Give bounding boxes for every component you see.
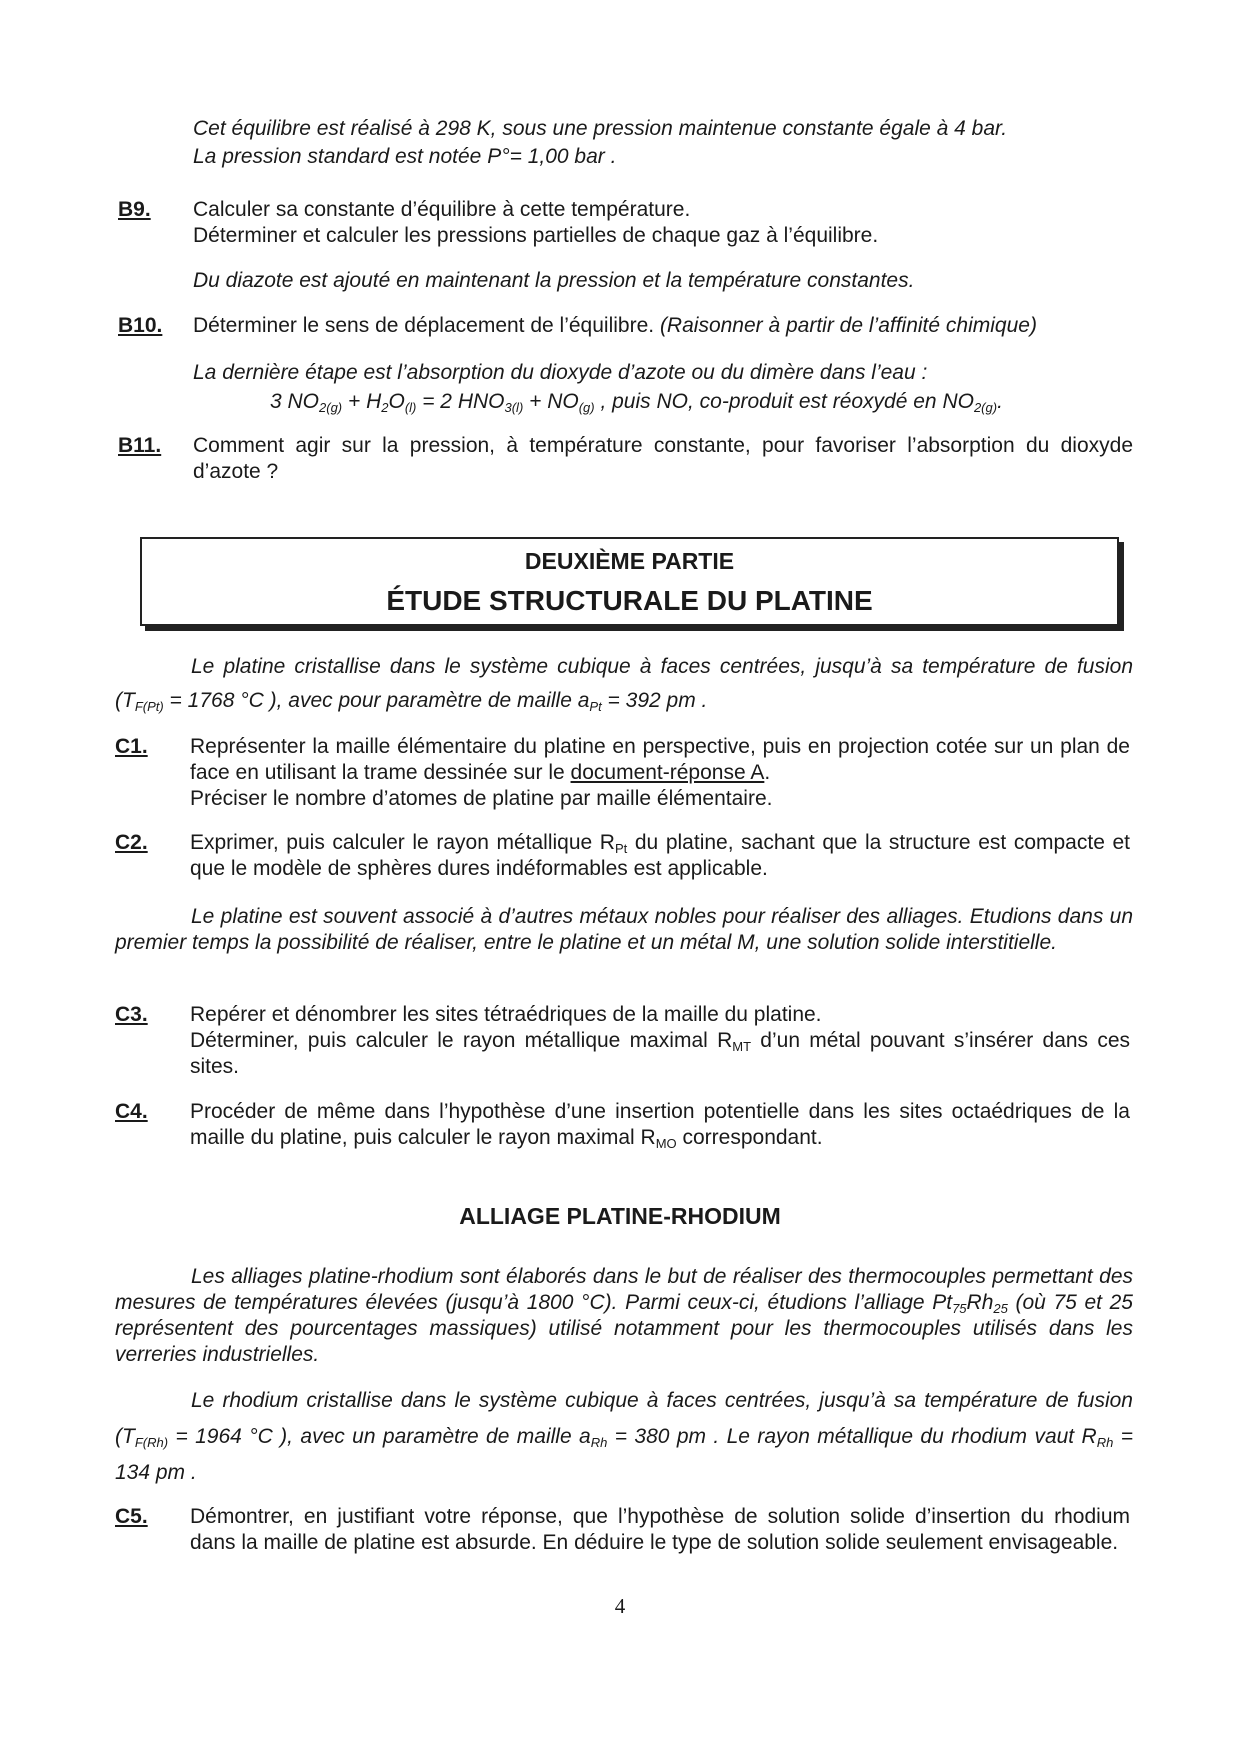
c2-text: Exprimer, puis calculer le rayon métallique R bbox=[190, 831, 615, 854]
part-two-title: DEUXIÈME PARTIE bbox=[524, 548, 735, 574]
eq-part: + H bbox=[342, 390, 382, 413]
diazote-note: Du diazote est ajouté en maintenant la pression et la température constantes. bbox=[193, 269, 915, 292]
c3-sub: MT bbox=[732, 1039, 752, 1054]
question-label-b10: B10. bbox=[118, 314, 163, 337]
question-c5: Démontrer, en justifiant votre réponse, que l’hypothèse de solution solide d’insertion du rhodium dans la maille de platine est absurde. En déduire le type de solution solide seulement envisageable. bbox=[190, 1505, 1130, 1554]
rh-para2-text: = 380 pm . Le rayon métallique du rhodium vaut R bbox=[607, 1425, 1097, 1448]
question-b9 bbox=[193, 197, 1133, 249]
eq-part: . bbox=[997, 390, 1003, 413]
intro-line-1: Cet équilibre est réalisé à 298 K, sous une pression maintenue constante égale à 4 bar. bbox=[193, 117, 1008, 140]
platine-intro-text: Le platine cristallise dans le système cubique à faces centrées, jusqu’à sa température de fusion (T bbox=[115, 655, 1133, 712]
question-c1 bbox=[190, 734, 1130, 812]
question-b10 bbox=[193, 313, 1133, 339]
rh-para2-text: Le rhodium cristallise dans le système cubique à faces centrées, jusqu’à sa température de fusion (T bbox=[115, 1389, 1133, 1448]
platine-intro-sub: F(Pt) bbox=[134, 699, 164, 714]
part-two-header-box bbox=[140, 537, 1119, 626]
c1-text: . bbox=[764, 761, 771, 784]
rh-para2-sub: Rh bbox=[590, 1435, 608, 1450]
rh-para2-sub: F(Rh) bbox=[134, 1435, 169, 1450]
eq-part: + NO bbox=[523, 390, 579, 413]
platine-intro bbox=[115, 650, 1133, 718]
section-title-alliage: ALLIAGE PLATINE-RHODIUM bbox=[459, 1203, 781, 1229]
b10-text: Déterminer le sens de déplacement de l’équilibre. bbox=[193, 314, 655, 337]
rh-para1-text: Les alliages platine-rhodium sont élaborés dans le but de réaliser des thermocouples permettant des mesures de températures élevées (jusqu’à 1800 °C). Parmi ceux-ci, étudions l’alliage Pt bbox=[115, 1265, 1133, 1314]
platine-intro-text: = 392 pm . bbox=[601, 689, 708, 712]
question-label-b9: B9. bbox=[118, 198, 151, 221]
c4-text: Procéder de même dans l’hypothèse d’une insertion potentielle dans les sites octaédriques de la maille du platine, puis calculer le rayon maximal R bbox=[190, 1100, 1130, 1149]
question-label-c5: C5. bbox=[115, 1505, 148, 1528]
eq-sub: 2 bbox=[381, 400, 389, 415]
b9-line-2: Déterminer et calculer les pressions partielles de chaque gaz à l’équilibre. bbox=[193, 224, 879, 247]
question-c3 bbox=[190, 1002, 1130, 1080]
question-label-c3: C3. bbox=[115, 1003, 148, 1026]
c2-text: du platine, sachant que la structure est compacte et que le modèle de sphères dures indéformables est applicable. bbox=[190, 831, 1130, 880]
alloy-intro-text: Le platine est souvent associé à d’autres métaux nobles pour réaliser des alliages. Etudions dans un premier temps la possibilité de réaliser, entre le platine et un métal M, une solution solide interstitielle. bbox=[115, 905, 1133, 954]
rhodium-para-1 bbox=[115, 1264, 1133, 1368]
eq-sub: 2(g) bbox=[973, 400, 998, 415]
equilibrium-conditions bbox=[193, 116, 1133, 170]
rh-para1-sub: 75 bbox=[952, 1301, 967, 1316]
question-label-c2: C2. bbox=[115, 831, 148, 854]
document-reponse-a-link[interactable]: document-réponse A bbox=[570, 761, 765, 784]
alloy-intro bbox=[115, 904, 1133, 956]
rh-para2-text: = 1964 °C ), avec un paramètre de maille a bbox=[168, 1425, 591, 1448]
c2-sub: Pt bbox=[614, 841, 628, 856]
b9-line-1: Calculer sa constante d’équilibre à cette température. bbox=[193, 198, 691, 221]
rh-para1-text: Rh bbox=[966, 1291, 994, 1314]
eq-part: 3 NO bbox=[270, 390, 320, 413]
rhodium-para-2 bbox=[115, 1383, 1133, 1491]
platine-intro-sub: Pt bbox=[589, 699, 602, 714]
eq-part: = 2 HNO bbox=[416, 390, 505, 413]
c3-text: d’un métal pouvant s’insérer dans ces sites. bbox=[190, 1029, 1130, 1078]
eq-part: , puis NO, co-produit est réoxydé en NO bbox=[594, 390, 974, 413]
rh-para2-text: = 134 pm . bbox=[115, 1425, 1133, 1484]
c4-sub: MO bbox=[655, 1136, 677, 1151]
question-c2 bbox=[190, 830, 1130, 882]
rh-para1-sub: 25 bbox=[993, 1301, 1008, 1316]
question-label-c4: C4. bbox=[115, 1100, 148, 1123]
rh-para1-text: (où 75 et 25 représentent des pourcentages massiques) utilisé notamment pour les thermocouples utilisés dans les verreries industrielles. bbox=[115, 1291, 1133, 1366]
page-number: 4 bbox=[614, 1594, 626, 1618]
platine-intro-text: = 1768 °C ), avec pour paramètre de maille a bbox=[163, 689, 590, 712]
eq-part: O bbox=[388, 390, 405, 413]
eq-sub: (g) bbox=[578, 400, 595, 415]
rh-para2-sub: Rh bbox=[1096, 1435, 1114, 1450]
c3-line-1: Repérer et dénombrer les sites tétraédriques de la maille du platine. bbox=[190, 1003, 822, 1026]
c4-text: correspondant. bbox=[676, 1126, 823, 1149]
question-c4 bbox=[190, 1099, 1130, 1151]
eq-sub: 2(g) bbox=[319, 400, 343, 415]
b10-hint: (Raisonner à partir de l’affinité chimique) bbox=[659, 314, 1037, 337]
c1-text: Représenter la maille élémentaire du platine en perspective, puis en projection cotée sur un plan de face en utilisant la trame dessinée sur le bbox=[190, 735, 1130, 784]
question-label-c1: C1. bbox=[115, 735, 148, 758]
absorption-intro: La dernière étape est l’absorption du dioxyde d’azote ou du dimère dans l’eau : bbox=[193, 361, 928, 384]
eq-sub: 3(l) bbox=[504, 400, 524, 415]
absorption-equation bbox=[270, 389, 1140, 415]
c3-text: Déterminer, puis calculer le rayon métallique maximal R bbox=[190, 1029, 733, 1052]
intro-line-2: La pression standard est notée P°= 1,00 bar . bbox=[193, 145, 617, 168]
part-two-subtitle: ÉTUDE STRUCTURALE DU PLATINE bbox=[386, 585, 873, 616]
question-label-b11: B11. bbox=[118, 434, 162, 457]
question-b11: Comment agir sur la pression, à température constante, pour favoriser l’absorption du dioxyde d’azote ? bbox=[193, 434, 1133, 483]
eq-sub: (l) bbox=[404, 400, 417, 415]
c1-text-2: Préciser le nombre d’atomes de platine par maille élémentaire. bbox=[190, 787, 773, 810]
